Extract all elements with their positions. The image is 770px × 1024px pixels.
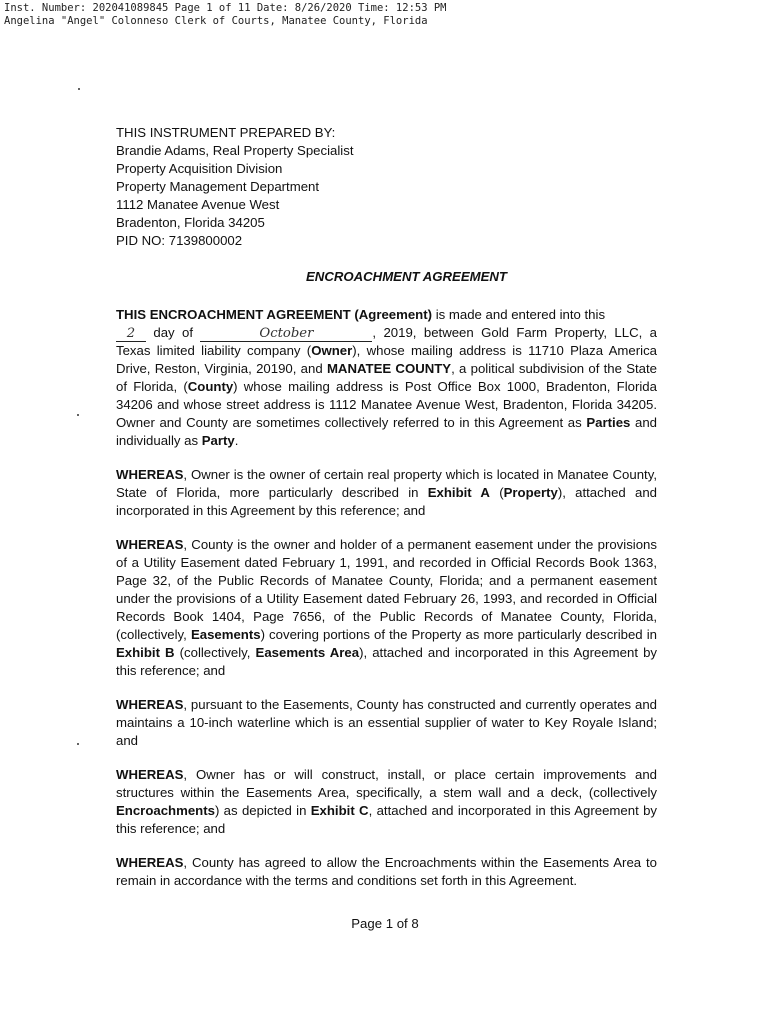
exhibit-a-ref: Exhibit A: [427, 485, 490, 500]
preparer-division: Property Acquisition Division: [116, 161, 283, 176]
page-number: Page 1 of 8: [351, 916, 419, 931]
text-span: and individually as: [116, 415, 658, 448]
whereas-term: WHEREAS: [116, 697, 184, 712]
text-span: ), attached and incorporated in this Agreement by this reference; and: [116, 485, 657, 518]
text-span: ), whose mailing address is 11710 Plaza America Drive, Reston, Virginia, 20190, and: [116, 343, 657, 376]
whereas-term: WHEREAS: [116, 767, 184, 782]
whereas-paragraph-3: [116, 696, 657, 750]
stamp-line-2: Angelina "Angel" Colonneso Clerk of Courts, Manatee County, Florida: [4, 15, 428, 27]
preparer-street: 1112 Manatee Avenue West: [116, 197, 280, 212]
text-span: , pursuant to the Easements, County has constructed and currently operates and maintains a 10-inch waterline which is an essential supplier of water to Key Royale Island; and: [116, 697, 657, 748]
party-term: Party: [201, 433, 235, 448]
whereas-paragraph-2: [116, 536, 657, 680]
recording-stamp: [4, 2, 447, 28]
easements-term: Easements: [190, 627, 261, 642]
scan-speck: [77, 743, 79, 745]
preparer-department: Property Management Department: [116, 179, 320, 194]
whereas-term: WHEREAS: [116, 537, 184, 552]
document-title: ENCROACHMENT AGREEMENT: [306, 269, 507, 284]
scan-speck: [78, 88, 80, 90]
stamp-line-1: Inst. Number: 202041089845 Page 1 of 11 Date: 8/26/2020 Time: 12:53 PM: [4, 2, 447, 14]
preparer-name: Brandie Adams, Real Property Specialist: [116, 143, 354, 158]
property-term: Property: [503, 485, 558, 500]
text-span: .: [234, 433, 239, 448]
scan-speck: [77, 414, 79, 416]
whereas-paragraph-1: [116, 466, 657, 520]
handwritten-day: 2: [116, 327, 146, 342]
prepared-by-heading: THIS INSTRUMENT PREPARED BY:: [116, 125, 336, 140]
whereas-paragraph-4: [116, 766, 657, 838]
text-span: (collectively,: [174, 645, 256, 660]
text-span: , Owner is the owner of certain real property which is located in Manatee County, State of Florida, more particularly described in: [116, 467, 657, 500]
county-term: County: [187, 379, 234, 394]
text-span: ) as depicted in: [214, 803, 311, 818]
text-span: day of: [146, 325, 201, 340]
prepared-by-block: [116, 124, 657, 250]
exhibit-b-ref: Exhibit B: [116, 645, 175, 660]
whereas-term: WHEREAS: [116, 467, 184, 482]
parties-term: Parties: [586, 415, 631, 430]
owner-term: Owner: [311, 343, 353, 358]
exhibit-c-ref: Exhibit C: [310, 803, 369, 818]
easements-area-term: Easements Area: [255, 645, 360, 660]
whereas-term: WHEREAS: [116, 855, 184, 870]
text-span: , attached and incorporated in this Agreement by this reference; and: [116, 803, 657, 836]
preparer-city: Bradenton, Florida 34205: [116, 215, 265, 230]
text-span: ) whose mailing address is Post Office Box 1000, Bradenton, Florida 34206 and whose street address is 1112 Manatee Avenue West, Bradenton, Florida 34205. Owner and County are sometimes collectively referred to in this Agreement as: [116, 379, 657, 430]
text-span: , 2019, between Gold Farm Property, LLC, a Texas limited liability company (: [116, 325, 657, 358]
whereas-paragraph-5: [116, 854, 657, 890]
agreement-lead: THIS ENCROACHMENT AGREEMENT (Agreement): [116, 307, 433, 322]
text-span: (: [489, 485, 504, 500]
pid-number: PID NO: 7139800002: [116, 233, 243, 248]
handwritten-month: October: [200, 327, 372, 342]
county-name: MANATEE COUNTY: [326, 361, 452, 376]
document-body: [116, 124, 657, 906]
text-span: , Owner has or will construct, install, or place certain improvements and structures within the Easements Area, specifically, a stem wall and a deck, (collectively: [116, 767, 657, 800]
text-span: ) covering portions of the Property as more particularly described in: [260, 627, 657, 642]
text-span: ), attached and incorporated in this Agreement by this reference; and: [116, 645, 657, 678]
text-span: , County has agreed to allow the Encroachments within the Easements Area to remain in accordance with the terms and conditions set forth in this Agreement.: [116, 855, 657, 888]
text-span: , a political subdivision of the State of Florida, (: [116, 361, 658, 394]
intro-paragraph: [116, 306, 657, 450]
encroachments-term: Encroachments: [116, 803, 215, 818]
text-span: is made and entered into this: [432, 307, 606, 322]
text-span: , County is the owner and holder of a permanent easement under the provisions of a Utility Easement dated February 1, 1991, and recorded in Official Records Book 1363, Page 32, of the Public Records of Manatee County, Florida; and a permanent easement under the provisions of a Utility Easement dated February 26, 1993, and recorded in Official Records Book 1404, Page 7656, of the Public Records of Manatee County, Florida, (collectively,: [116, 537, 657, 642]
